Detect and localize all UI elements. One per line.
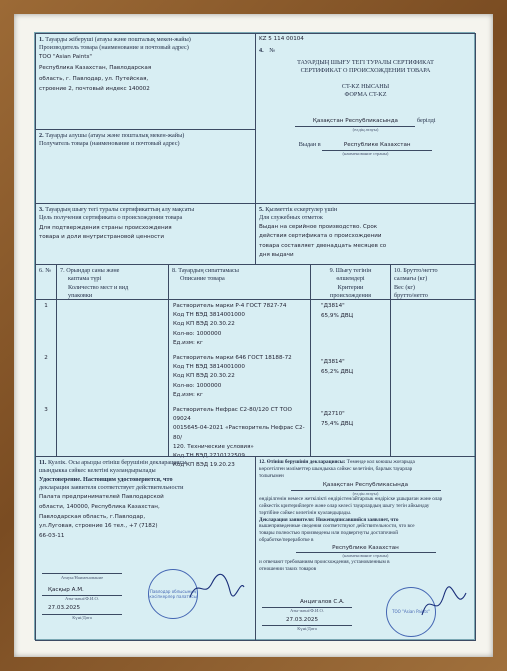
producer-address-line: Республика Казахстан, Павлодарская bbox=[39, 65, 152, 72]
col-body-packages bbox=[56, 299, 169, 457]
desc-line: Растворитель марки Р-4 ГОСТ 7827-74 bbox=[173, 303, 287, 309]
certification-date: 27.03.2025 bbox=[48, 605, 81, 611]
desc-line: Код ТН ВЭД 3814001000 bbox=[173, 364, 245, 371]
col-header-text: 6. № bbox=[39, 267, 52, 274]
certificate-code: KZ 5 114 00104 bbox=[259, 36, 304, 42]
col-header-text: происхождения bbox=[330, 292, 371, 300]
country-caption: (елдiн атауы) bbox=[352, 490, 379, 496]
issuing-country-kz: Қазақстан Республикасында bbox=[295, 118, 415, 127]
col-header-criteria bbox=[310, 264, 391, 300]
declaration-country-kz: Қазақстан Республикасында bbox=[291, 482, 441, 490]
certifier-signature bbox=[186, 569, 246, 604]
desc-line: Код ТН ВЭД 3814001000 bbox=[173, 312, 245, 319]
notes-label-kz: Қызметтiк ескертулер үшiн bbox=[265, 206, 338, 213]
box-certificate-title bbox=[255, 33, 476, 204]
declaration-text: и отвечают требованиям происхождения, установленным в bbox=[259, 558, 390, 565]
notes-text: дня выдачи bbox=[259, 252, 294, 259]
col-header-text: 9. Шығу тегiнiн bbox=[329, 267, 372, 274]
purpose-text: товара и доли внутристрановой ценности bbox=[39, 234, 165, 241]
producer-company: ТОО "Asian Paints" bbox=[39, 53, 92, 60]
certification-text: шындыкка сәйкес келетiнi куәландырылады bbox=[39, 467, 156, 475]
item-criteria bbox=[321, 358, 353, 377]
issued-country-caption: (наименование страны) bbox=[342, 150, 389, 156]
purpose-label-kz: Тауардың шығу тегi туралы сертификаттың алу мақсаты bbox=[45, 206, 195, 213]
producer-label-ru: Производитель товара (наименование и почтовый адрес) bbox=[39, 44, 189, 52]
col-header-weight bbox=[390, 264, 476, 300]
fio-caption: Аты-жөнi/Ф.И.О. bbox=[290, 608, 324, 613]
title-ru: СЕРТИФИКАТ О ПРОИСХОЖДЕНИИ ТОВАРА bbox=[300, 67, 431, 75]
declaration-text: Декларация заявителя: Нижеподписавшийся заявляет, что bbox=[259, 516, 399, 523]
declarant-signature bbox=[416, 585, 471, 625]
notes-text: товара составляет двенадцать месяцев со bbox=[259, 242, 387, 249]
chamber-line: ул.Луговая, строение 16 тел., +7 (7182) bbox=[39, 523, 158, 530]
col-header-text: 10. Брутто/нетто bbox=[394, 267, 438, 274]
criteria-line: "Д2710" bbox=[321, 411, 345, 417]
chamber-line: Павлодарская область, г.Павлодар, bbox=[39, 513, 146, 520]
purpose-text: Для подтверждения страны происхождения bbox=[39, 224, 172, 231]
item-criteria bbox=[321, 410, 353, 429]
country-caption: (наименование страны) bbox=[342, 553, 389, 558]
item-number: 1 bbox=[44, 303, 48, 309]
box-service-notes bbox=[255, 203, 476, 265]
signature-line bbox=[42, 573, 122, 574]
col-header-text: брутто/нетто bbox=[394, 292, 428, 300]
producer-address-line: строение 2, почтовый индекс 140002 bbox=[39, 86, 150, 93]
certification-text: Удостоверение. Настоящим удостоверяется, что bbox=[39, 475, 173, 483]
chamber-line: 66-03-11 bbox=[39, 532, 65, 539]
col-header-text: Описание товара bbox=[180, 275, 225, 283]
stamp-text: ТОО "Asian Paints" bbox=[392, 609, 430, 615]
box-declaration bbox=[255, 456, 476, 641]
item-number: 3 bbox=[44, 407, 48, 413]
criteria-line: 75,4% ДВЦ bbox=[321, 420, 354, 427]
form-kz: CT-KZ НЫСАНЫ bbox=[341, 82, 390, 90]
desc-line: Кол-во: 1000000 bbox=[173, 382, 222, 389]
notes-text: Выдан на серийное производство. Срок bbox=[259, 223, 378, 230]
box-number: 3. bbox=[39, 206, 44, 213]
col-body-weight bbox=[390, 299, 476, 457]
certificate-document bbox=[34, 32, 475, 640]
col-header-number bbox=[35, 264, 57, 300]
desc-line: Растворитель Нефрас С2-80/120 СТ ТОО 09024 bbox=[173, 407, 292, 423]
col-header-text: салмағы (кг) bbox=[394, 275, 428, 283]
box-recipient bbox=[35, 129, 256, 204]
col-header-text: 7. Орындар саны және bbox=[60, 267, 120, 274]
criteria-line: "Д3814" bbox=[321, 303, 345, 309]
desc-line: 120. Технические условия» bbox=[173, 443, 254, 450]
declaration-text: отношении таких товаров bbox=[259, 565, 317, 572]
form-ru: ФОРМА CT-KZ bbox=[344, 90, 387, 98]
col-header-text: каптамa түрi bbox=[68, 275, 102, 283]
box-number: 2. bbox=[39, 132, 44, 139]
issued-label: Выдан в bbox=[298, 141, 321, 149]
declaration-text: вышеприведенные сведения соответствуют действительности, что все bbox=[259, 523, 415, 530]
col-body-number bbox=[35, 299, 57, 457]
col-body-criteria bbox=[310, 299, 391, 457]
declaration-text: толығымен bbox=[259, 472, 284, 479]
notes-label-ru: Для служебных отметок bbox=[259, 214, 323, 222]
col-header-packages bbox=[56, 264, 169, 300]
desc-line: Кол-во: 1000000 bbox=[173, 330, 222, 337]
purpose-label-ru: Цель получения сертификата о происхождении товара bbox=[39, 214, 183, 222]
producer-address-line: область, г. Павлодар, ул. Путейская, bbox=[39, 75, 149, 82]
certification-text: Куәлiк. Осы арызды отiнiш берушiнiн декларациясы bbox=[47, 459, 187, 466]
declaration-text: көрсетiлген мәлiметтер шындыкка сәйкес келетiнiн, барлык тауарлар bbox=[259, 465, 413, 472]
box-number: 1. bbox=[39, 36, 44, 43]
item-criteria bbox=[321, 302, 353, 321]
chamber-line: Палата предпринимателей Павлодарской bbox=[39, 494, 164, 501]
declaration-text: тәртiбiне сәйкес келетiнiн куәландырады. bbox=[259, 509, 352, 516]
declaration-label: Өтiнiш берушiнiн декларациясы: bbox=[266, 459, 346, 465]
item-number: 2 bbox=[44, 355, 48, 361]
notes-text: действия сертификата о происхождении bbox=[259, 233, 382, 240]
desc-line: Код КП ВЭД 20.30.22 bbox=[173, 321, 235, 328]
item-description bbox=[173, 354, 292, 400]
box-number: 12. bbox=[259, 459, 266, 465]
stamp-text: Павлодар облысының кәсiпкерлер палатасы bbox=[149, 588, 197, 599]
producer-label-kz: Тауарды жiберушi (атауы және пошталық мекен-жайы) bbox=[45, 36, 191, 43]
declaration-text: өндiрiлгенiн немесе жеткiлiктi өндiрiстен/айтарлык өндiрiске ұшыраған және олар bbox=[259, 496, 443, 503]
criteria-line: "Д3814" bbox=[321, 359, 345, 365]
box-producer bbox=[35, 33, 256, 130]
certification-text: декларация заявителя соответствует действительности bbox=[39, 484, 184, 492]
declaration-text: сәйкестiк критерийлерге және олар келесi тауарлардың шыгу тегiн айкындау bbox=[259, 503, 430, 510]
fio-caption: Аты-жөнi/Ф.И.О. bbox=[65, 596, 99, 601]
name-caption: Атауы/Наименование bbox=[60, 575, 104, 580]
chamber-line: области, 140000, Республика Казахстан, bbox=[39, 503, 160, 510]
recipient-label-kz: Тауарды алушы (атауы және пошталық мекен-жайы) bbox=[45, 132, 185, 139]
declaration-date: 27.03.2025 bbox=[286, 617, 319, 623]
given-kz: берiлдi bbox=[416, 117, 436, 125]
declarant-name: Анцигалов С.А. bbox=[300, 599, 345, 605]
desc-line: Код КП ВЭД 19.20.23 bbox=[173, 462, 235, 469]
box-purpose bbox=[35, 203, 256, 265]
declaration-text: Төменде кол коюшы жоғарыда bbox=[346, 459, 415, 465]
declaration-text: товары полностью произведены или подвергнуты достаточной bbox=[259, 530, 399, 537]
desc-line: Растворитель марки 646 ГОСТ 18188-72 bbox=[173, 355, 292, 361]
col-header-text: Количество мест и вид bbox=[68, 283, 129, 291]
declaration-country-ru: Республике Казахстан bbox=[296, 545, 436, 553]
desc-line: Ед.изм: кг bbox=[173, 339, 203, 346]
box-number: 4. bbox=[259, 46, 264, 54]
col-header-text: Критерии bbox=[337, 283, 364, 291]
col-header-text: өлшемдерi bbox=[336, 275, 365, 283]
criteria-line: 65,9% ДВЦ bbox=[321, 312, 354, 319]
recipient-label-ru: Получатель товара (наименование и почтовый адрес) bbox=[39, 140, 180, 148]
col-header-description bbox=[168, 264, 311, 300]
desc-line: Код ТН ВЭД 2710122509 bbox=[173, 453, 245, 460]
date-caption: Күнi/Дата bbox=[72, 615, 92, 620]
number-sign: № bbox=[269, 46, 276, 54]
col-header-text: 8. Тауардың сипаттамасы bbox=[172, 267, 239, 274]
box-number: 11. bbox=[39, 459, 47, 466]
desc-line: Код КП ВЭД 20.30.22 bbox=[173, 373, 235, 380]
box-certification bbox=[35, 456, 256, 641]
certifier-name: Қасқыр А.М. bbox=[48, 587, 84, 593]
issued-country: Республике Казахстан bbox=[322, 142, 432, 151]
date-caption: Күнi/Дата bbox=[297, 626, 317, 631]
col-header-text: упаковки bbox=[68, 292, 93, 300]
desc-line: Ед.изм: кг bbox=[173, 391, 203, 398]
col-header-text: Вес (кг) bbox=[394, 283, 415, 291]
title-kz: ТАУАРДЫҢ ШЫҒУ ТЕГI ТУРАЛЫ СЕРТИФИКАТ bbox=[297, 58, 434, 66]
box-number: 5. bbox=[259, 206, 264, 213]
declaration-text: обработке/переработке в bbox=[259, 536, 314, 543]
criteria-line: 65,2% ДВЦ bbox=[321, 368, 354, 375]
country-caption: (елдiң атауы) bbox=[352, 126, 379, 132]
item-description bbox=[173, 302, 286, 348]
desc-line: 0015645-04-2021 «Растворитель Нефрас С2-80/ bbox=[173, 425, 305, 441]
